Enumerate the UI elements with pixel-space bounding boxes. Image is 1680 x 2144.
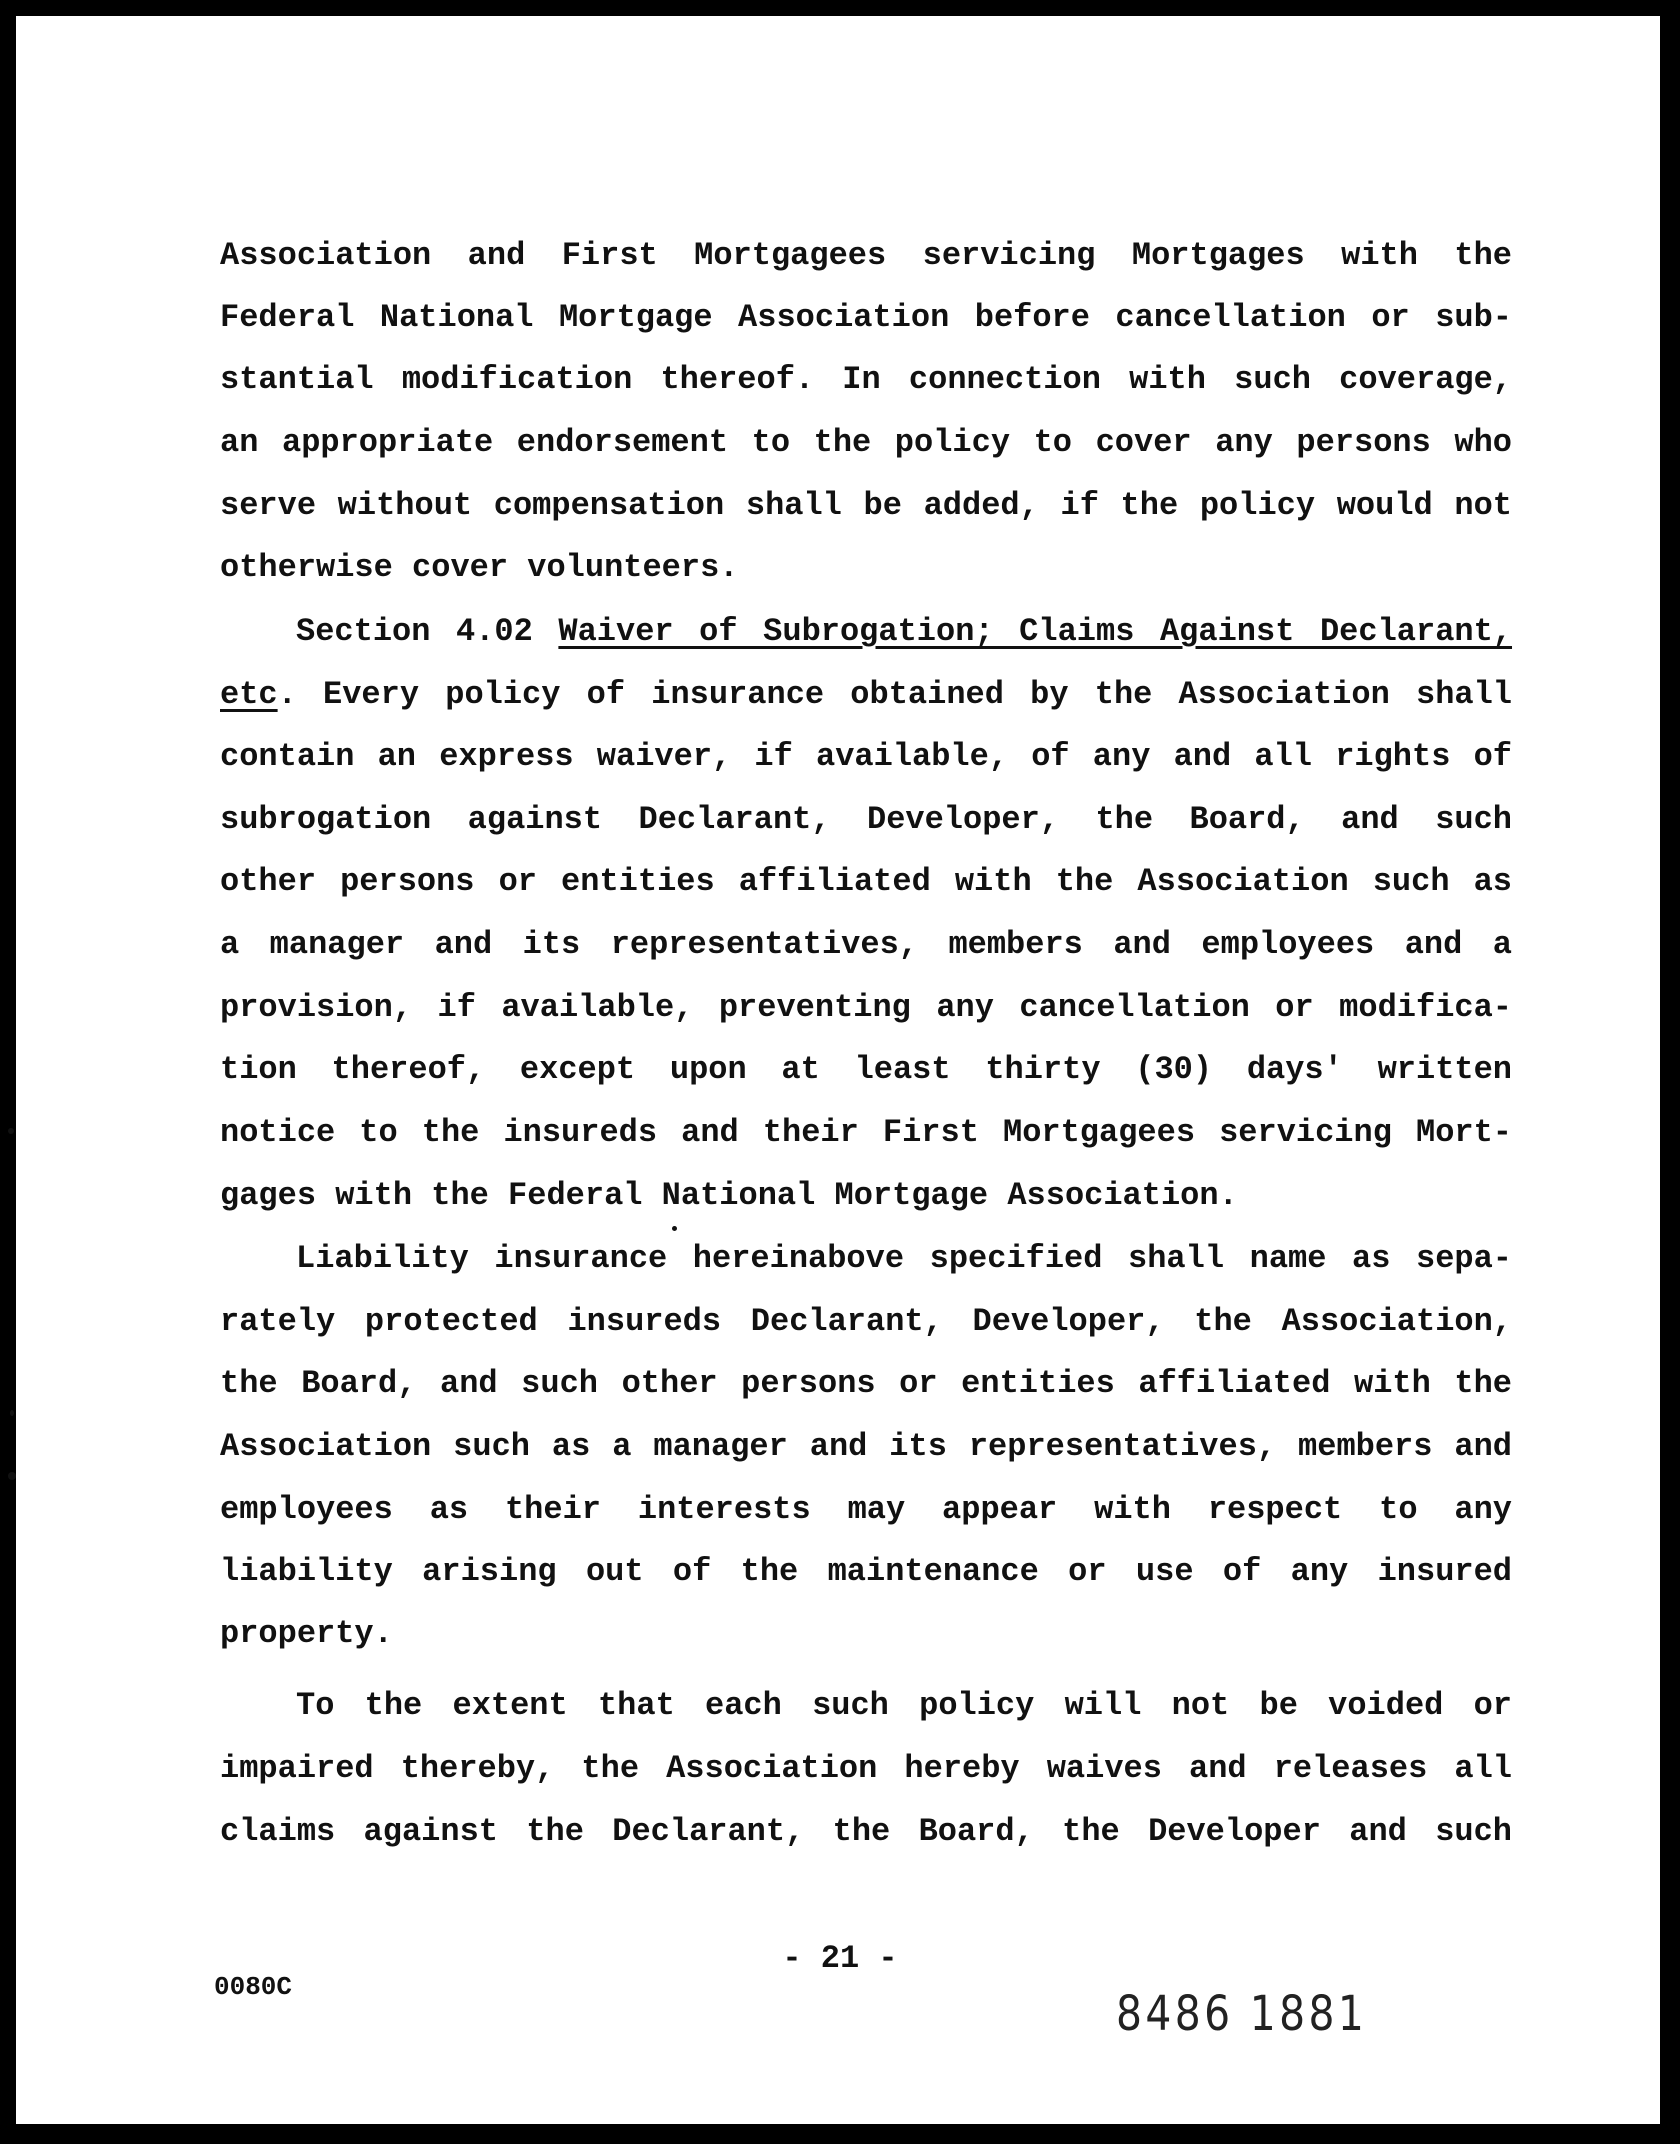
bates-stamp: 8486 1881 xyxy=(1116,1986,1368,2042)
text-line: Association such as a manager and its representatives, members and xyxy=(220,1428,1512,1465)
text-line: serve without compensation shall be added, if the policy would not xyxy=(220,487,1512,524)
page-number: - 21 - xyxy=(782,1940,898,1977)
text-line: To the extent that each such policy will not be voided or xyxy=(296,1687,1512,1724)
text-line: provision, if available, preventing any cancellation or modifica- xyxy=(220,989,1512,1026)
scan-speck xyxy=(672,1226,677,1231)
scan-speck xyxy=(8,1472,16,1480)
text-line: liability arising out of the maintenance or use of any insured xyxy=(220,1553,1512,1590)
scan-speck xyxy=(8,1128,14,1134)
text-line: employees as their interests may appear with respect to any xyxy=(220,1491,1512,1528)
text-line: impaired thereby, the Association hereby waives and releases all xyxy=(220,1750,1512,1787)
text-line: contain an express waiver, if available, of any and all rights of xyxy=(220,738,1512,775)
text-line: notice to the insureds and their First Mortgagees servicing Mort- xyxy=(220,1114,1512,1151)
section-number: Section 4.02 xyxy=(296,613,533,650)
section-title: Waiver of Subrogation; Claims Against Declarant, xyxy=(558,613,1513,650)
text-line: property. xyxy=(220,1615,393,1652)
text-line: Association and First Mortgagees servicing Mortgages with the xyxy=(220,237,1512,274)
section-title-continued: etc xyxy=(220,676,278,713)
section-heading-line xyxy=(296,612,1512,652)
text-line: subrogation against Declarant, Developer, the Board, and such xyxy=(220,801,1512,838)
text-line: the Board, and such other persons or entities affiliated with the xyxy=(220,1365,1512,1402)
text-segment: . Every policy of insurance obtained by the Association shall xyxy=(277,676,1512,713)
text-line: tion thereof, except upon at least thirty (30) days' written xyxy=(220,1051,1512,1088)
text-line: Liability insurance hereinabove specified shall name as sepa- xyxy=(296,1240,1512,1277)
text-line: rately protected insureds Declarant, Developer, the Association, xyxy=(220,1303,1512,1340)
text-line: an appropriate endorsement to the policy to cover any persons who xyxy=(220,424,1512,461)
text-line: gages with the Federal National Mortgage Association. xyxy=(220,1177,1238,1214)
text-line: claims against the Declarant, the Board, the Developer and such xyxy=(220,1813,1512,1850)
text-line: otherwise cover volunteers. xyxy=(220,549,739,586)
text-line xyxy=(220,675,1512,715)
scan-speck xyxy=(10,1410,14,1416)
text-line: a manager and its representatives, members and employees and a xyxy=(220,926,1512,963)
text-line: other persons or entities affiliated with the Association such as xyxy=(220,863,1512,900)
text-line: stantial modification thereof. In connection with such coverage, xyxy=(220,361,1512,398)
document-code: 0080C xyxy=(214,1972,293,2002)
text-line: Federal National Mortgage Association before cancellation or sub- xyxy=(220,299,1512,336)
